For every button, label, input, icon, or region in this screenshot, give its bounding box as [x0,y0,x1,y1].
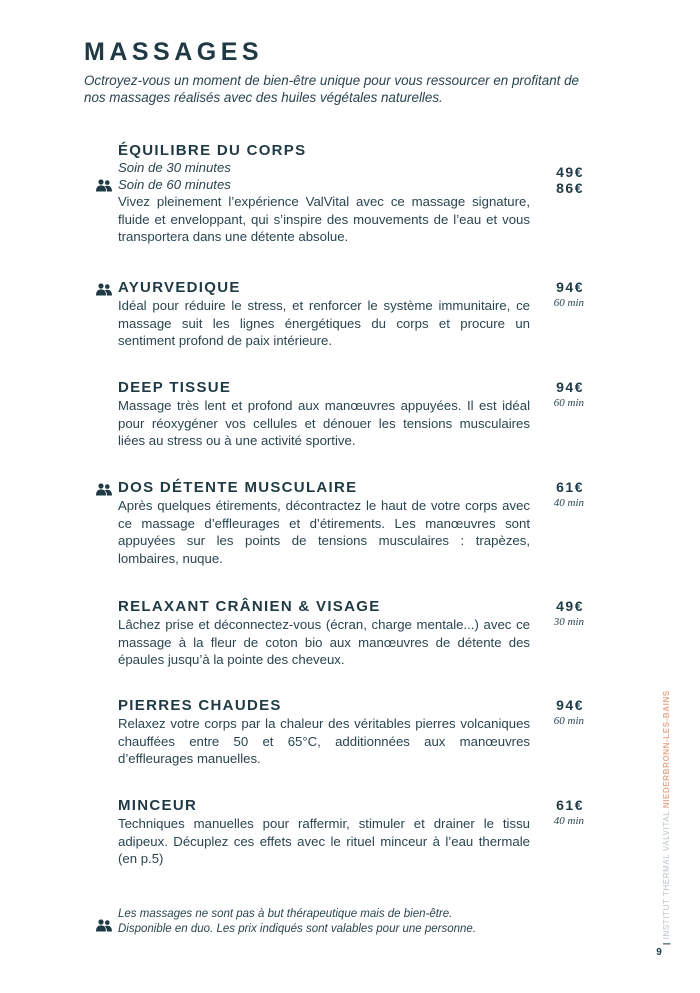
duo-people-icon [96,919,112,932]
massage-name: MINCEUR [118,797,198,814]
side-location: NIEDERBRONN-LES-BAINS [662,690,671,809]
massage-price: 49€ [556,164,584,180]
massage-description: Massage très lent et profond aux manœuvres appuyées. Il est idéal pour réoxygéner vos cellules et dénouer les tensions musculaires liées au stress ou à une activité sportive. [118,398,530,448]
massage-option: Soin de 30 minutes [118,160,231,175]
massage-name: RELAXANT CRÂNIEN & VISAGE [118,598,381,615]
massage-duration: 30 min [553,616,584,628]
massage-price: 61€ [556,479,584,495]
massage-name: DEEP TISSUE [118,379,232,396]
massage-duration: 60 min [553,297,584,309]
massage-item [118,479,588,567]
page-subtitle: Octroyez-vous un moment de bien-être unique pour vous ressourcer en profitant de nos massages réalisés avec des huiles végétales naturelles. [84,73,579,105]
footer-note-line: Les massages ne sont pas à but thérapeutique mais de bien-être. [118,908,453,920]
massage-price: 61€ [556,797,584,813]
massage-option: Soin de 60 minutes [118,176,231,192]
massage-duration: 60 min [553,397,584,409]
massage-duration: 40 min [553,815,584,827]
duo-people-icon [96,179,112,192]
massage-description: Relaxez votre corps par la chaleur des véritables pierres volcaniques chauffées entre 50 et 65°C, additionnées aux manœuvres d’effleurages manuelles. [118,716,530,766]
massage-price: 49€ [556,598,584,614]
page-title: MASSAGES [84,38,264,66]
massage-description: Techniques manuelles pour raffermir, stimuler et drainer le tissu adipeux. Décuplez ces effets avec le rituel minceur à l’eau thermale (en p.5) [118,816,530,866]
massage-price: 94€ [556,379,584,395]
massage-description: Vivez pleinement l’expérience ValVital avec ce massage signature, fluide et enveloppant, qui s’inspire des mouvements de l’eau et vous transportera dans une détente absolue. [118,194,530,244]
massage-name: DOS DÉTENTE MUSCULAIRE [118,479,358,496]
side-vertical-label [662,690,671,945]
massage-item [118,797,588,868]
massage-price: 94€ [556,279,584,295]
footer-note-line: Disponible en duo. Les prix indiqués sont valables pour une personne. [118,923,477,935]
page-number: 9 [656,947,662,958]
duo-people-icon [96,283,112,296]
massage-description: Après quelques étirements, décontractez le haut de votre corps avec ce massage d’effleurages et d’étirements. Les manœuvres sont appuyées sur les points de tensions musculaires : trapèzes, lombaires, nuque. [118,498,530,566]
massage-item [118,142,588,246]
massage-price: 94€ [556,697,584,713]
massage-name: AYURVEDIQUE [118,279,241,296]
massage-description: Lâchez prise et déconnectez-vous (écran, charge mentale...) avec ce massage à la fleur de coton bio aux manœuvres de détente des épaules jusqu’à la pointe des cheveux. [118,617,530,667]
massage-item [118,279,588,350]
duo-people-icon [96,483,112,496]
side-bar: | [662,942,671,945]
massage-price: 86€ [556,180,584,196]
massage-item [118,598,588,669]
massage-item [118,379,588,450]
massage-duration: 40 min [553,497,584,509]
massage-name: PIERRES CHAUDES [118,697,282,714]
massage-name: ÉQUILIBRE DU CORPS [118,142,307,159]
footer-note [118,907,548,937]
massage-duration: 60 min [553,715,584,727]
massage-item [118,697,588,768]
massage-description: Idéal pour réduire le stress, et renforcer le système immunitaire, ce massage suit les lignes énergétiques du corps et procure un sentiment profond de paix intérieure. [118,298,530,348]
side-brand: INSTITUT THERMAL VALVITAL [662,810,671,940]
